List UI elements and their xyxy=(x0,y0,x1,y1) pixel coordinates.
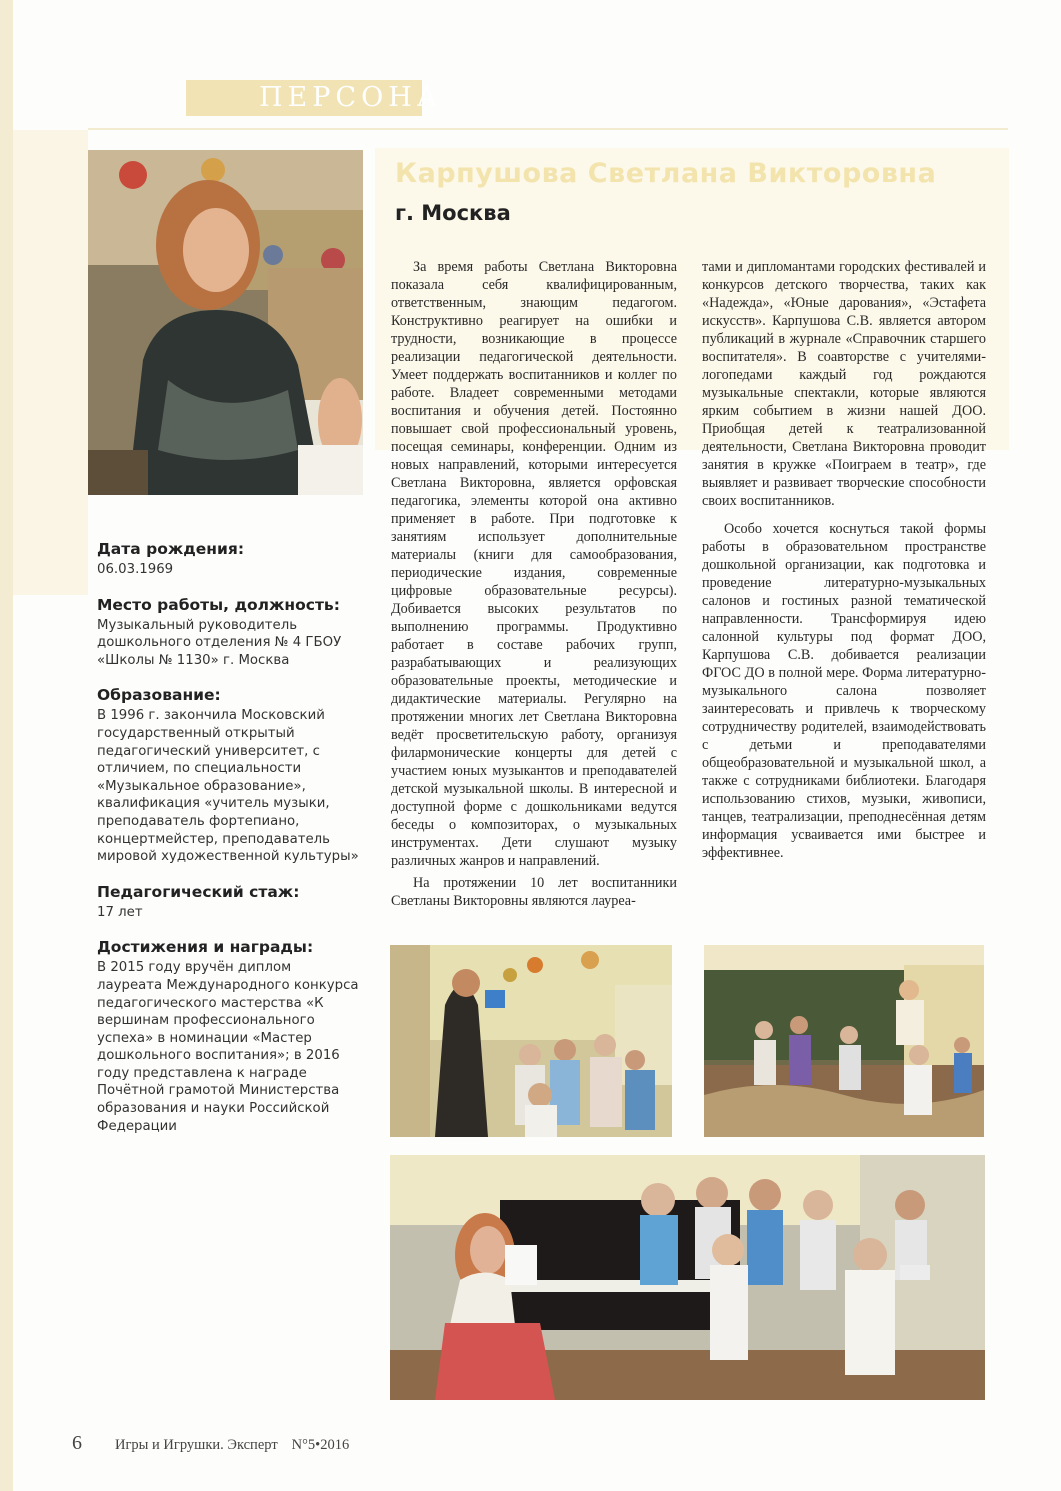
info-label-experience: Педагогический стаж: xyxy=(97,882,300,901)
info-label-birthdate: Дата рождения: xyxy=(97,540,245,558)
section-tag: ПЕРСОНА xyxy=(186,80,422,116)
class-photo-2 xyxy=(704,945,984,1137)
info-sidebar xyxy=(97,540,359,1152)
info-value-experience: 17 лет xyxy=(97,904,143,920)
article-paragraph: Особо хочется коснуться такой формы работы в образовательном пространстве дошкольной организации, как подготовка и проведение литературно-музыкальных салонов и гостиных разной тематической направленности. Трансформируя идею салонной культуры под формат ДОО, Карпушова С.В. добивается реализации ФГОС ДО в полной мере. Форма литературно-музыкального салона позволяет заинтересовать и привлечь к творческому сотрудничеству родителей, взаимодействовать с детьми и преподавателями общеобразовательной и музыкальной школ, а также с сотрудниками библиотеки. Благодаря использованию стихов, музыки, живописи, танцев, театрализации, преподнесённая детям информация усваивается ими быстрее и эффективнее. xyxy=(702,521,986,861)
magazine-name: Игры и Игрушки. Эксперт xyxy=(115,1437,278,1453)
info-value-workplace: Музыкальный руководитель дошкольного отделения № 4 ГБОУ «Школы № 1130» г. Москва xyxy=(97,617,342,668)
article-paragraph: За время работы Светлана Викторовна показала себя квалифицированным, ответственным, знающим педагогом. Конструктивно реагирует на ошибки и трудности, возникающие в процессе реализации педагогической деятельности. Умеет поддержать воспитанников и коллег по работе. Владеет современными методами воспитания и обучения детей. Постоянно повышает свой профессиональный уровень, посещая семинары, конференции. Одним из новых направлений, которыми интересуется Светлана Викторовна, является орфовская педагогика, элементы которой она активно применяет в работе. При подготовке к занятиям использует дополнительные материалы (книги для самообразования, периодические издания, современные цифровые образовательные ресурсы). Добивается высоких результатов по выполнению программы. Продуктивно работает в составе рабочих групп, разрабатывающих и реализующих образовательные проекты, методические и дидактические материалы. Регулярно на протяжении многих лет Светлана Викторовна ведёт просветительскую работу, организуя филармонические концерты для детей с участием юных музыкантов и преподавателей детской музыкальной школы. В интересной и доступной форме с дошкольниками ведутся беседы о композиторах, о музыкальных инструментах. Дети слушают музыку различных жанров и направлений. xyxy=(391,259,677,869)
info-label-awards: Достижения и награды: xyxy=(97,938,314,957)
article-paragraph: тами и дипломантами городских фестивалей и конкурсов детского творчества, таких как «Надежда», «Юные дарования», «Эстафета искусств». Карпушова С.В. является автором публикаций в журнале «Справочник старшего воспитателя». В соавторстве с учителями-логопедами каждый год рождаются музыкальные спектакли, которые являются ярким событием в жизни нашей ДОО. Приобщая детей к театрализованной деятельности, Светлана Викторовна проводит занятия в кружке «Поиграем в театр», где выявляет и развивает творческие способности своих воспитанников. xyxy=(702,259,986,509)
class-photo-3 xyxy=(390,1155,985,1400)
article-column-2 xyxy=(702,258,986,862)
article-column-1 xyxy=(391,258,677,910)
class-photo-1 xyxy=(390,945,672,1137)
page-number: 6 xyxy=(72,1432,82,1454)
person-name: Карпушова Светлана Викторовна xyxy=(395,158,937,189)
info-label-workplace: Место работы, должность: xyxy=(97,595,340,614)
left-decor-band xyxy=(0,0,13,1491)
person-city: г. Москва xyxy=(395,201,511,225)
info-label-education: Образование: xyxy=(97,686,221,705)
issue-number: N°5•2016 xyxy=(291,1437,350,1453)
side-decor-band xyxy=(13,130,88,595)
page-footer xyxy=(72,1432,349,1455)
info-value-awards: В 2015 году вручён диплом лауреата Международного конкурса педагогического мастерства «К вершинам профессионального успеха» в номинации «Мастер дошкольного воспитания»; в 2016 году представлена к награде Почётной грамотой Министерства образования и науки Российской Федерации xyxy=(97,960,359,1134)
article-paragraph: На протяжении 10 лет воспитанники Светланы Викторовны являются лауреа- xyxy=(391,875,677,909)
portrait-photo xyxy=(88,150,363,495)
info-value-birthdate: 06.03.1969 xyxy=(97,562,174,577)
info-value-education: В 1996 г. закончила Московский государственный открытый педагогический университет, с отличием, по специальности «Музыкальное образование», квалификация «учитель музыки, преподаватель фортепиано, концертмейстер, преподаватель мировой художественной культуры» xyxy=(97,708,359,865)
header-rule xyxy=(88,128,1008,130)
